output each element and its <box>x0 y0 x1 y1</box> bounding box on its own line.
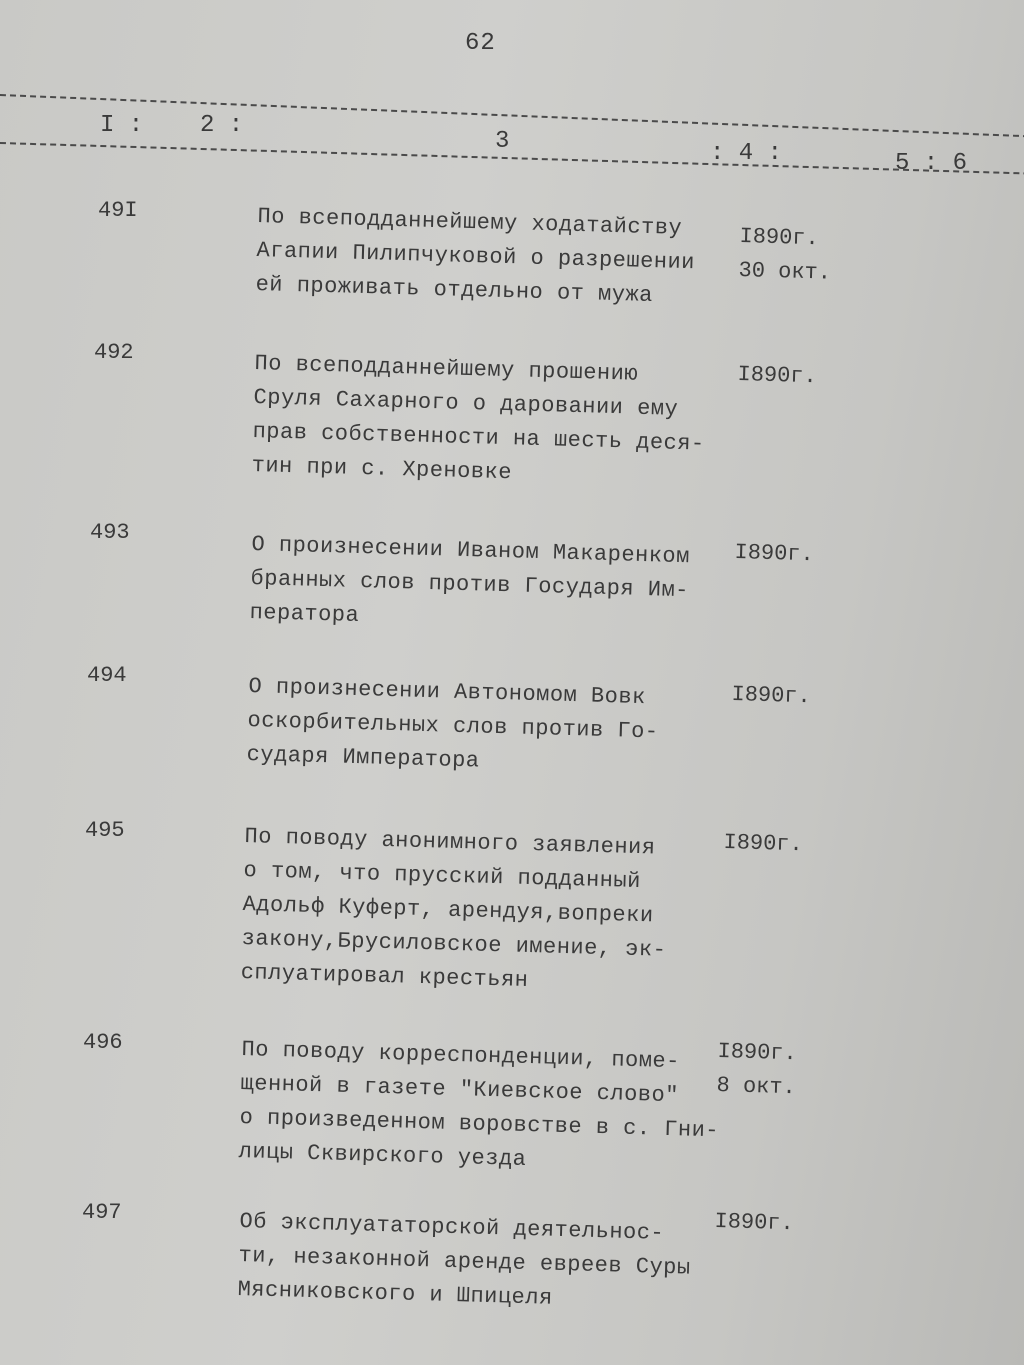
entry-number: 495 <box>85 818 125 843</box>
column-header-4: : 4 : <box>710 140 783 167</box>
entry-title: О произнесении Автономом Вовк оскорбительных слов против Го- сударя Императора <box>246 673 659 774</box>
column-header-2: 2 : <box>200 112 244 139</box>
entry-date: I890г. <box>734 539 815 568</box>
entry-number: 494 <box>87 663 127 688</box>
entry-title: По поводу анонимного заявления о том, что прусский подданный Адольф Куферт, арендуя,вопреки закону,Брусиловское имение, эк- сплуатировал крестьян <box>240 823 667 993</box>
entry-date: I890г. <box>737 361 818 390</box>
entry-number: 493 <box>90 520 130 545</box>
column-header-3: 3 <box>495 128 510 155</box>
entry-title: Об эксплуататорской деятельнос- ти, незаконной аренде евреев Суры Мясниковского и Шпицеля <box>237 1208 691 1311</box>
entry-date: I890г. <box>714 1208 795 1237</box>
entry-date: I890г. 8 окт. <box>716 1038 798 1101</box>
entry-number: 496 <box>83 1030 123 1055</box>
column-header-5-6: 5 : 6 <box>895 150 968 177</box>
entry-date: I890г. 30 окт. <box>738 223 832 286</box>
page-number: 62 <box>465 30 496 57</box>
entry-date: I890г. <box>723 829 804 858</box>
entry-title: По всеподданнейшему прошению Сруля Сахарного о даровании ему прав собственности на шесть деся- тин при с. Хреновке <box>251 350 705 486</box>
entry-title: По поводу корреспонденции, поме- щенной в газете "Киевское слово" о произведенном воровстве в с. Гни- лицы Сквирского уезда <box>238 1036 720 1172</box>
entry-number: 492 <box>94 340 134 365</box>
header-bottom-rule <box>0 142 1024 175</box>
entry-number: 497 <box>82 1200 122 1225</box>
entry-title: По всеподданнейшему ходатайству Агапии Пилипчуковой о разрешении ей проживать отдельно от мужа <box>255 203 696 309</box>
entry-number: 49I <box>98 198 138 223</box>
entry-date: I890г. <box>731 681 812 710</box>
header-top-rule <box>0 94 1024 139</box>
column-header-1: I : <box>100 112 144 139</box>
entry-title: О произнесении Иваном Макаренком бранных слов против Государя Им- ператора <box>249 531 691 629</box>
